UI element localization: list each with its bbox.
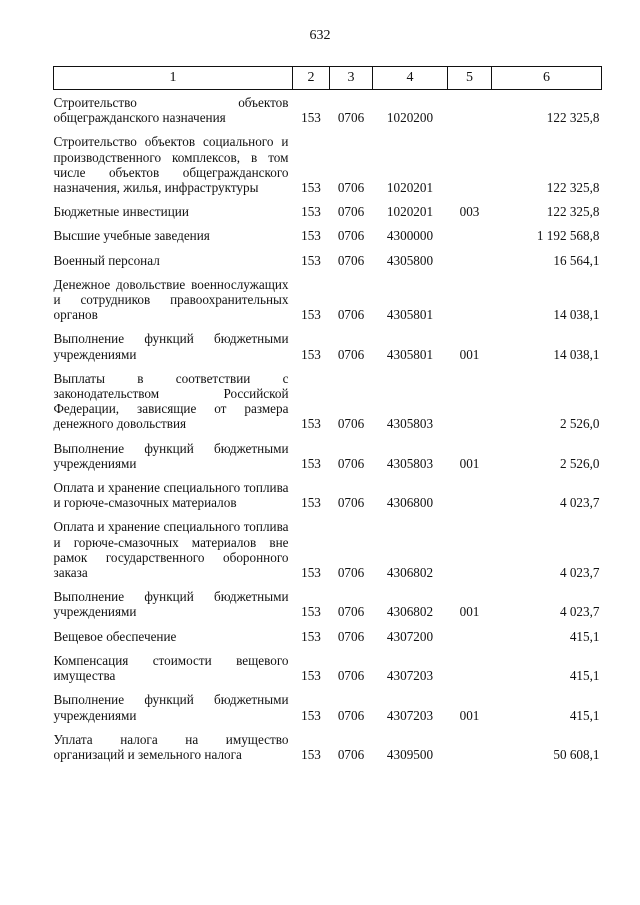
row-code-5 [448,245,492,269]
row-code-3: 0706 [337,495,365,511]
row-code-5: 001 [459,707,480,723]
row-name: Уплата налога на имущество организаций и земельного налога [53,731,289,762]
row-name: Военный персонал [53,252,160,268]
row-code-4: 1020201 [386,204,434,220]
column-header-1: 1 [54,67,293,90]
table-row [54,269,602,324]
row-amount: 1 192 568,8 [536,228,600,244]
row-code-2: 153 [301,204,321,220]
row-amount: 14 038,1 [553,346,600,362]
row-code-5: 001 [459,604,480,620]
table-row [54,645,602,684]
row-code-5 [448,472,492,511]
row-code-2: 153 [301,746,321,762]
row-code-5 [448,126,492,196]
row-code-3: 0706 [337,628,365,644]
row-amount: 415,1 [569,668,600,684]
row-code-3: 0706 [337,416,365,432]
row-code-3: 0706 [337,180,365,196]
row-name: Выполнение функций бюджетными учреждениями [53,331,289,362]
row-amount: 4 023,7 [559,604,600,620]
row-code-4: 4305801 [386,307,434,323]
row-code-2: 153 [301,455,321,471]
row-code-4: 4305801 [386,346,434,362]
row-name: Выплаты в соответствии с законодательством Российской Федерации, зависящие от размера денежного довольствия [53,370,289,432]
table-row [54,472,602,511]
page-number: 632 [309,28,331,43]
row-code-4: 4306802 [386,565,434,581]
table-row [54,196,602,220]
row-amount: 122 325,8 [546,204,600,220]
row-code-2: 153 [301,495,321,511]
table-row [54,220,602,244]
row-name: Компенсация стоимости вещевого имущества [53,652,289,684]
column-header-5: 5 [448,67,492,90]
row-code-3: 0706 [337,110,365,126]
row-code-5: 001 [459,455,480,471]
row-name: Строительство объектов социального и производственного комплексов, в том числе объектов общегражданского назначения, жилья, инфраструктуры [53,134,289,196]
table-row [54,433,602,472]
row-code-3: 0706 [337,346,365,362]
row-code-2: 153 [301,307,321,323]
row-code-3: 0706 [337,565,365,581]
row-code-3: 0706 [337,707,365,723]
row-name: Вещевое обеспечение [53,628,177,644]
table-row [54,245,602,269]
row-code-2: 153 [301,252,321,268]
row-code-4: 4305800 [386,252,434,268]
row-code-5 [448,269,492,324]
row-code-5: 003 [459,204,480,220]
row-code-4: 4305803 [386,416,434,432]
row-amount: 16 564,1 [553,252,600,268]
row-code-3: 0706 [337,668,365,684]
row-code-4: 4307203 [386,707,434,723]
row-code-4: 1020200 [386,110,434,126]
table-row [54,363,602,433]
row-code-4: 1020201 [386,180,434,196]
row-code-5: 001 [459,346,480,362]
row-code-3: 0706 [337,307,365,323]
row-code-2: 153 [301,628,321,644]
row-code-4: 4307200 [386,628,434,644]
table-row [54,511,602,581]
row-name: Высшие учебные заведения [53,228,210,244]
row-code-4: 4306800 [386,495,434,511]
row-amount: 122 325,8 [546,110,600,126]
row-amount: 415,1 [569,707,600,723]
row-code-5 [448,363,492,433]
row-code-4: 4300000 [386,228,434,244]
row-code-3: 0706 [337,746,365,762]
row-code-2: 153 [301,668,321,684]
row-code-2: 153 [301,604,321,620]
row-code-5 [448,621,492,645]
row-code-4: 4305803 [386,455,434,471]
row-code-5 [448,511,492,581]
table-row [54,684,602,723]
row-code-5 [448,220,492,244]
row-code-3: 0706 [337,228,365,244]
row-name: Выполнение функций бюджетными учреждениями [53,440,289,471]
row-name: Выполнение функций бюджетными учреждениями [53,589,289,620]
row-name: Бюджетные инвестиции [53,204,189,220]
table-row [54,724,602,763]
row-code-5 [448,724,492,763]
table-row [54,621,602,645]
row-code-3: 0706 [337,604,365,620]
row-code-2: 153 [301,110,321,126]
row-name: Строительство объектов общегражданского назначения [53,95,289,126]
table-row [54,90,602,127]
budget-table [53,66,602,763]
row-code-4: 4309500 [386,746,434,762]
column-header-2: 2 [293,67,330,90]
row-name: Оплата и хранение специального топлива и горюче-смазочных материалов вне рамок государственного оборонного заказа [53,519,289,581]
column-header-6: 6 [492,67,602,90]
row-amount: 4 023,7 [559,495,600,511]
table-row [54,581,602,620]
table-row [54,323,602,362]
row-code-3: 0706 [337,252,365,268]
row-code-3: 0706 [337,204,365,220]
row-amount: 2 526,0 [559,416,600,432]
row-amount: 50 608,1 [553,746,600,762]
row-code-2: 153 [301,707,321,723]
row-amount: 14 038,1 [553,307,600,323]
table-row [54,126,602,196]
row-code-4: 4307203 [386,668,434,684]
row-code-5 [448,645,492,684]
column-header-4: 4 [373,67,448,90]
row-amount: 4 023,7 [559,565,600,581]
row-amount: 415,1 [569,628,600,644]
row-name: Выполнение функций бюджетными учреждениями [53,692,289,723]
row-name: Оплата и хранение специального топлива и горюче-смазочных материалов [53,480,289,511]
row-name: Денежное довольствие военнослужащих и сотрудников правоохранительных органов [53,276,289,323]
row-code-2: 153 [301,346,321,362]
row-code-5 [448,90,492,127]
column-header-3: 3 [330,67,373,90]
row-code-2: 153 [301,565,321,581]
row-code-4: 4306802 [386,604,434,620]
row-code-2: 153 [301,416,321,432]
row-amount: 122 325,8 [546,180,600,196]
row-code-3: 0706 [337,455,365,471]
table-header-row [54,67,602,90]
row-code-2: 153 [301,180,321,196]
row-amount: 2 526,0 [559,455,600,471]
row-code-2: 153 [301,228,321,244]
